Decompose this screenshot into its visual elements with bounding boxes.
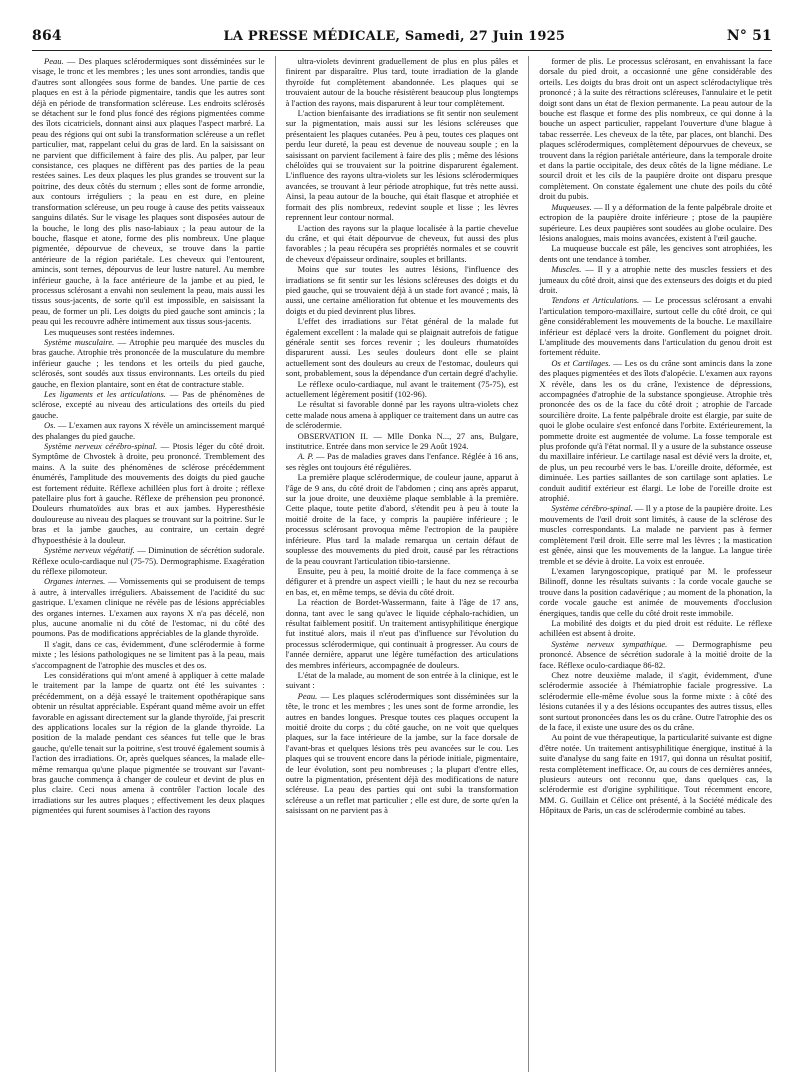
paragraph-text: Le résultat si favorable donné par les rayons ultra-violets chez cette malade nous amena à appliquer ce traitement dans un autre cas de sclérodermie. — [285, 399, 519, 431]
paragraph — [539, 566, 772, 618]
paragraph-text: — Ptosis léger du côté droit. Symptôme de Chvostek à droite, peu prononcé. Tremblement des mains. A la suite des phénomènes de sclérose précédemment énumérés, l'amplitude des mouvements des doigts du pied gauche est fortement réduite. Réflexe achilléen plus fort à droite ; réflexe patellaire plus fort à gauche. Réflexe de préhension peu prononcé. Douleurs rhumatoïdes aux bras et aux jambes. Hyperesthésie douloureuse au niveau des plaques se trouvant sur la poitrine. Sur le bras et la jambe gauches, au contraire, un certain degré d'hypoesthésie à la douleur. — [32, 441, 265, 545]
paragraph — [32, 639, 265, 670]
column-separator — [528, 56, 529, 1072]
paragraph-text: Ensuite, peu à peu, la moitié droite de la face commença à se défigurer et à prendre un aspect vieilli ; le haut du nez se recourba en bas, et, en même temps, se dévia du côté droit. — [285, 565, 519, 597]
paragraph — [286, 379, 519, 400]
paragraph — [539, 618, 772, 639]
column-separator — [275, 56, 276, 1072]
paragraph — [32, 327, 265, 337]
paragraph — [286, 597, 519, 670]
text-column-1 — [32, 56, 265, 1072]
paragraph-lead: Os et Cartilages. — [551, 357, 611, 368]
paragraph — [286, 472, 519, 566]
paragraph — [539, 639, 772, 670]
paragraph-text: Il s'agit, dans ce cas, évidemment, d'une sclérodermie à forme mixte ; les lésions pathologiques ne se limitent pas à la peau, mais s'accompagnent de l'atrophie des muscles et des os. — [32, 638, 265, 670]
paragraph — [539, 295, 772, 357]
paragraph-lead: Système nerveux végétatif. — [44, 545, 135, 556]
paragraph — [286, 223, 519, 265]
paragraph-text: — Vomissements qui se produisent de temps à autre, à intervalles irréguliers. Abaissement de l'acidité du suc gastrique. L'examen clinique ne révèle pas de lésions appréciables des organes internes. L'examen aux rayons X n'a pas décelé, non plus, aucune anomalie ni du côté de l'estomac, ni du côté des poumons. Pas de modifications appréciables de la glande thyroïde. — [32, 576, 265, 639]
paragraph-lead: Tendons et Articulations. — [551, 295, 640, 306]
article-columns — [32, 56, 772, 1072]
paragraph-text: — Les os du crâne sont amincis dans la zone des plaques pigmentées et des îlots d'alopécie. L'examen aux rayons X révèle, dans les os du crâne, l'existence de dépressions, accompagnées d'atrophie de la substance spongieuse. Atrophie très prononcée des os de la face du côté droit ; atrophie de l'arcade sourcilière droite. La fente palpébrale droite est élargie, par suite de quoi le globe oculaire s'est enfoncé dans l'orbite. Extérieurement, la pommette droite est augmentée de volume. La fosse temporale est plus profonde qu'à l'état normal. Il y a usure de la substance osseuse du maxillaire inférieur. Le cartilage nasal est dévié vers la droite, et, de plus, un peu recourbé vers le bas. L'oreille droite, déformée, est diminuée. Les parties saillantes de son cartilage sont aplaties. Le conduit auditif extérieur est élargi. Le lobe de l'oreille droite est atrophié. — [539, 357, 773, 504]
paragraph — [539, 732, 772, 815]
paragraph — [539, 264, 772, 295]
paragraph — [539, 202, 772, 244]
paragraph-text: La réaction de Bordet-Wassermann, faite à l'âge de 17 ans, donna, tant avec le sang qu'avec le liquide céphalo-rachidien, un résultat faiblement positif. Un traitement antisyphilitique énergique fut institué alors, mais il n'eut pas d'influence sur l'évolution du processus sclérodermique, qui continuait à progresser. Au cours de l'année dernière, apparut une légère tuméfaction des articulations des membres inférieurs, accompagnée de douleurs. — [285, 597, 519, 670]
paragraph-text: Chez notre deuxième malade, il s'agit, évidemment, d'une sclérodermie associée à l'hémiatrophie faciale progressive. La sclérodermie elle-même évolue sous la forme mixte : à côté des lésions cutanées il y a des lésions occupantes des autres tissus, elles sont surtout prononcées dans les os du crâne. Outre l'atrophie des os de la face, il existe une usure des os du crâne. — [539, 669, 773, 732]
paragraph-lead: Muqueuses. — [551, 201, 592, 212]
paragraph-text: — Dermographisme peu prononcé. Absence de sécrétion sudorale à la moitié droite de la face. Réflexe oculo-cardiaque 86-82. — [539, 638, 773, 670]
paragraph-text: — Les plaques sclérodermiques sont disséminées sur la tête, le tronc et les membres ; les unes sont de forme arrondie, les autres en bandes longues. Presque toutes ces plaques occupent la moitié droite du corps ; du côté gauche, on ne voit que quelques plaques, sur la face intérieure de la jambe, sur la face dorsale de l'avant-bras et quelques lésions très peu avancées sur le cou. Les plaques qui se trouvent encore dans la période initiale, pigmentaire, de leur évolution, sont peu nombreuses ; la plupart d'entre elles, outre la pigmentation, présentent déjà des modifications de nature scléreuse. La peau des parties qui ont subi la transformation scléreuse a un reflet mat particulier ; elle est dure, de sorte qu'en la saisissant on ne parvient pas à — [285, 690, 519, 816]
paragraph — [539, 243, 772, 264]
paragraph-text: — Pas de maladies graves dans l'enfance. Réglée à 16 ans, ses règles ont toujours été régulières. — [285, 451, 519, 472]
paragraph-text: — L'examen aux rayons X révèle un amincissement marqué des phalanges du pied gauche. — [32, 420, 265, 441]
paragraph-lead: Peau. — [297, 690, 318, 701]
paragraph-text: Le réflexe oculo-cardiaque, nul avant le traitement (75-75), est actuellement légèrement positif (102-96). — [285, 378, 519, 399]
paragraph-text: Moins que sur toutes les autres lésions, l'influence des irradiations se fit sentir sur les lésions scléreuses des doigts et du pied gauche, qui se trouvaient déjà à un stade fort avancé ; mais, là aussi, une certaine amélioration fut obtenue et les mouvements des doigts et du pied devinrent plus libres. — [285, 264, 519, 316]
paragraph-text: ultra-violets devinrent graduellement de plus en plus pâles et finirent par disparaître. Plus tard, toute irradiation de la glande thyroïde fut complètement abandonnée. Les plaques qui se trouvaient autour de la bouche résistèrent beaucoup plus longtemps à l'action des rayons, mais disparurent à leur tour complètement. — [285, 56, 519, 108]
paragraph — [32, 545, 265, 576]
paragraph-text: — Le processus sclérosant a envahi l'articulation temporo-maxillaire, surtout celle du côté droit, ce qui gêne considérablement les mouvements de la bouche. Le maxillaire inférieur est déplacé vers la droite. Gonflement du poignet droit. L'amplitude des mouvements dans l'articulation du genou droit est fortement réduite. — [539, 295, 773, 358]
paragraph — [286, 264, 519, 316]
paragraph — [286, 316, 519, 378]
page-header — [32, 28, 772, 50]
paragraph — [32, 441, 265, 545]
paragraph-lead: Muscles. — [551, 264, 582, 275]
paragraph-text: — Pas de phénomènes de sclérose, excepté au niveau des articulations des orteils du pied gauche. — [32, 389, 265, 420]
paragraph-text: former de plis. Le processus sclérosant, en envahissant la face dorsale du pied droit, a occasionné une gêne considérable des orteils. Les doigts du bras droit ont un aspect sclérodactylique très prononcé ; à la suite des rétractions scléreuses, l'annulaire et le petit doigt sont dans un état de flexion permanente. La peau autour de la bouche est flasque et forme des plis nombreux, ce qui donne à la bouche un aspect particulier, rappelant l'ouverture d'une blague à tabac resserrée. Les cheveux de la tête, par places, ont blanchi. Des plaques sclérodermiques, complètement dépourvues de cheveux, se trouvent dans la région pariétale antérieure, dans la temporale droite et dans la partie occipitale, des deux côtés de la ligne médiane. Le sourcil droit et les cils de la paupière droite ont disparu presque complètement. On constate également une chute des poils du côté droit du pubis. — [539, 56, 773, 202]
paragraph-text: — Atrophie peu marquée des muscles du bras gauche. Atrophie très prononcée de la musculature du membre inférieur gauche ; les tendons et les orteils du pied gauche, sclérosés, sont soudés aux tissus environnants. Les orteils du pied gauche, en flexion plantaire, sont en état de contracture stable. — [32, 336, 265, 389]
paragraph-lead: Os. — [44, 420, 56, 431]
paragraph-text: Les muqueuses sont restées indemnes. — [44, 326, 175, 337]
paragraph-text: La mobilité des doigts et du pied droit est réduite. Le réflexe achilléen est absent à droite. — [539, 617, 773, 639]
text-column-3 — [539, 56, 772, 1072]
paragraph — [286, 399, 519, 430]
paragraph — [32, 389, 265, 420]
paragraph — [539, 670, 772, 732]
paragraph — [286, 56, 519, 108]
paragraph-text: — Il y a atrophie nette des muscles fessiers et des jumeaux du côté droit, ainsi que des extenseurs des doigts et du pied droit. — [539, 264, 773, 295]
paragraph-lead: Système nerveux sympathique. — [551, 638, 668, 649]
header-rule — [32, 50, 772, 51]
paragraph-text: — Diminution de sécrétion sudorale. Réflexe oculo-cardiaque nul (75-75). Dermographisme. Exagération du réflexe pilomoteur. — [32, 545, 265, 576]
paragraph-lead: A. P. — [297, 451, 314, 462]
issue-number: N° 51 — [726, 28, 772, 44]
paragraph — [32, 576, 265, 638]
page-number: 864 — [32, 28, 62, 44]
paragraph — [286, 108, 519, 222]
paragraph-text: L'examen laryngoscopique, pratiqué par M. le professeur Bilinoff, donne les résultats suivants : la corde vocale gauche se trouve dans la position cadavérique ; au moment de la phonation, la corde vocale gauche est animée de mouvements d'occlusion énergiques, tandis que celle du côté droit reste immobile. — [539, 565, 773, 618]
paragraph-text: L'action bienfaisante des irradiations se fit sentir non seulement sur la pigmentation, mais aussi sur les lésions scléreuses que présentaient les plaques cutanées. Peu à peu, toutes ces plaques ont perdu leur dureté, la peau est devenue de nouveau souple ; en la saisissant on parvient facilement à faire des plis ; même des lésions chéloïdes qui se trouvaient sur la poitrine disparurent également. L'influence des rayons ultra-violets sur les lésions sclérodermiques avancées, se trouvant à leur période atrophique, fut très nette aussi. Ainsi, la peau autour de la bouche, qui était flasque et atrophiée et formait des plis nombreux, redevint souple et lisse ; les lèvres reprennent leur contour normal. — [285, 108, 519, 223]
paragraph — [32, 337, 265, 389]
paragraph-text: L'action des rayons sur la plaque localisée à la partie chevelue du crâne, et qui était dépourvue de cheveux, fut aussi des plus favorables ; la peau récupéra ses propriétés normales et se couvrit de cheveux d'épaisseur ordinaire, souples et brillants. — [285, 222, 519, 264]
paragraph — [32, 670, 265, 816]
paragraph — [286, 451, 519, 472]
paragraph-text: La première plaque sclérodermique, de couleur jaune, apparut à l'âge de 9 ans, du côté droit de l'abdomen ; cinq ans après apparut, sur la joue droite, une deuxième plaque semblable à la première. Cette plaque, toute petite d'abord, s'étendit peu à peu à toute la moitié droite de la face, y compris la paupière inférieure ; le processus sclérosant provoqua même l'ectropion de la paupière inférieure. Plus tard la malade remarqua un certain défaut de souplesse des mouvements du pied droit, causé par les rétractions de la peau couvrant l'articulation tibio-tarsienne. — [285, 472, 519, 566]
paragraph-text: OBSERVATION II. — Mlle Donka N..., 27 ans, Bulgare, institutrice. Entrée dans mon service le 29 Août 1924. — [285, 430, 519, 452]
paragraph-text: Les considérations qui m'ont amené à appliquer à cette malade le traitement par la lampe de quartz ont été les suivantes : précédemment, on a déjà essayé le traitement opothérapique sans obtenir un résultat appréciable. Espérant quand même avoir un effet favorable en agissant directement sur la glande thyroïde, j'ai prescrit des applications locales sur la région de la glande thyroïde. La position de la malade pendant ces séances fut telle que le bras gauche, qu'elle tenait sur la poitrine, s'est trouvé également soumis à l'action des irradiations. Or, après quelques séances, la malade elle-même remarqua qu'une plaque pigmentée se trouvant sur l'avant-bras gauche commença à changer de couleur et devint de plus en plus claire. Ceci nous amena à contrôler l'action locale des irradiations sur les autres plaques ; effectivement les deux plaques pigmentées qui furent soumises à l'action des rayons — [32, 669, 265, 816]
paragraph — [539, 503, 772, 565]
paragraph-lead: Système nerveux cérébro-spinal. — [44, 441, 158, 452]
paragraph-lead: Système musculaire. — [44, 336, 115, 347]
paragraph-text: L'état de la malade, au moment de son entrée à la clinique, est le suivant : — [285, 669, 519, 691]
text-column-2 — [286, 56, 519, 1072]
paragraph — [286, 691, 519, 816]
paragraph-text: Au point de vue thérapeutique, la particularité suivante est digne d'être notée. Un traitement antisyphilitique énergique, institué à la suite d'analyse du sang faite en 1917, qui donna un résultat positif, resta complètement inefficace. Or, au cours de ces dernières années, plusieurs auteurs ont reconnu que, dans quelques cas, la sclérodermie est d'origine syphilitique. Tout récemment encore, MM. G. Guillain et Célice ont présenté, à la Société médicale des Hôpitaux de Paris, un cas de sclérodermie combiné au tabes. — [539, 732, 773, 816]
paragraph-lead: Système cérébro-spinal. — [551, 503, 633, 514]
paragraph-text: — Il y a déformation de la fente palpébrale droite et ectropion de la paupière droite inférieure ; ptose de la paupière supérieure. Les deux paupières sont soudées au globe oculaire. Des lésions analogues, mais moins avancées, existent à l'œil gauche. — [539, 201, 773, 243]
paragraph — [32, 56, 265, 327]
paragraph-text: L'effet des irradiations sur l'état général de la malade fut également excellent : la malade qui se plaignait autrefois de fatigue générale sentit ses forces revenir ; les douleurs rhumatoïdes disparurent aussi. Les seules douleurs dont elle se plaint actuellement sont des douleurs au creux de l'estomac, douleurs qui sont, probablement, sous la dépendance d'un certain degré d'achylie. — [285, 316, 519, 379]
publication-title: LA PRESSE MÉDICALE, Samedi, 27 Juin 1925 — [223, 29, 566, 44]
paragraph-text: — Il y a ptose de la paupière droite. Les mouvements de l'œil droit sont limités, à cause de la sclérose des muscles correspondants. La malade ne parvient pas à fermer complètement l'œil droit. Elle serre mal les lèvres ; la mastication est gênée, ainsi que les mouvements de la langue. La langue tirée tremble et se dévie à droite. La voix est enrouée. — [539, 503, 773, 566]
paragraph — [539, 56, 772, 202]
paragraph — [32, 420, 265, 441]
paragraph — [286, 566, 519, 597]
paragraph — [539, 358, 772, 504]
paragraph — [286, 431, 519, 452]
paragraph-lead: Organes internes. — [44, 576, 106, 587]
paragraph — [286, 670, 519, 691]
paragraph-text: — Des plaques sclérodermiques sont disséminées sur le visage, le tronc et les membres ; les unes sont arrondies, tandis que d'autres sont allongées sous forme de bandes. Une partie de ces plaques en est à la période pigmentaire, tandis que les autres sont déjà en période de transformation scléreuse. Les endroits sclérosés se détachent sur le fond plus foncé des régions pigmentées comme des îlots cicatriciels, donnant ainsi aux plaques l'aspect marbré. La peau des régions qui ont subi la transformation scléreuse a un reflet particulier, mat, rappelant celui du gras de lard. En la saisissant on ne parvient que difficilement à faire des plis. Au palper, par leur consistance, ces plaques ne diffèrent pas des parties de la peau restées saines. Les deux plaques les plus grandes se trouvent sur la poitrine, des deux côtés du sternum ; elles sont de forme arrondie, aux contours irréguliers ; la peau en est dure, en pleine transformation scléreuse, un peu rouge à cause des petits vaisseaux sanguins dilatés. Sur le visage les plaques sont disposées autour de la bouche, le long des plis naso-labiaux ; la peau autour de la bouche, flasque et atone, forme des plis nombreux. Une plaque pigmentée, dépourvue de cheveux, se trouve dans la partie antérieure de la région pariétale. Les cheveux qui l'entourent, amincis, sont ternes, dépourvus de leur lustre naturel. Au membre inférieur gauche, à la face antérieure de la jambe et au pied, le processus sclérosant a envahi non seulement la peau, mais aussi les tissus sous-jacents, de sorte qu'il est impossible, en saisissant la peau, de former un pli. Les doigts du pied gauche sont amincis ; la peau qui les recouvre adhère intimement aux tissus sous-jacents. — [32, 56, 265, 327]
paragraph-lead: Les ligaments et les articulations. — [44, 389, 166, 399]
paragraph-lead: Peau. — [44, 56, 64, 66]
paragraph-text: La muqueuse buccale est pâle, les gencives sont atrophiées, les dents ont une tendance à tomber. — [539, 243, 773, 264]
